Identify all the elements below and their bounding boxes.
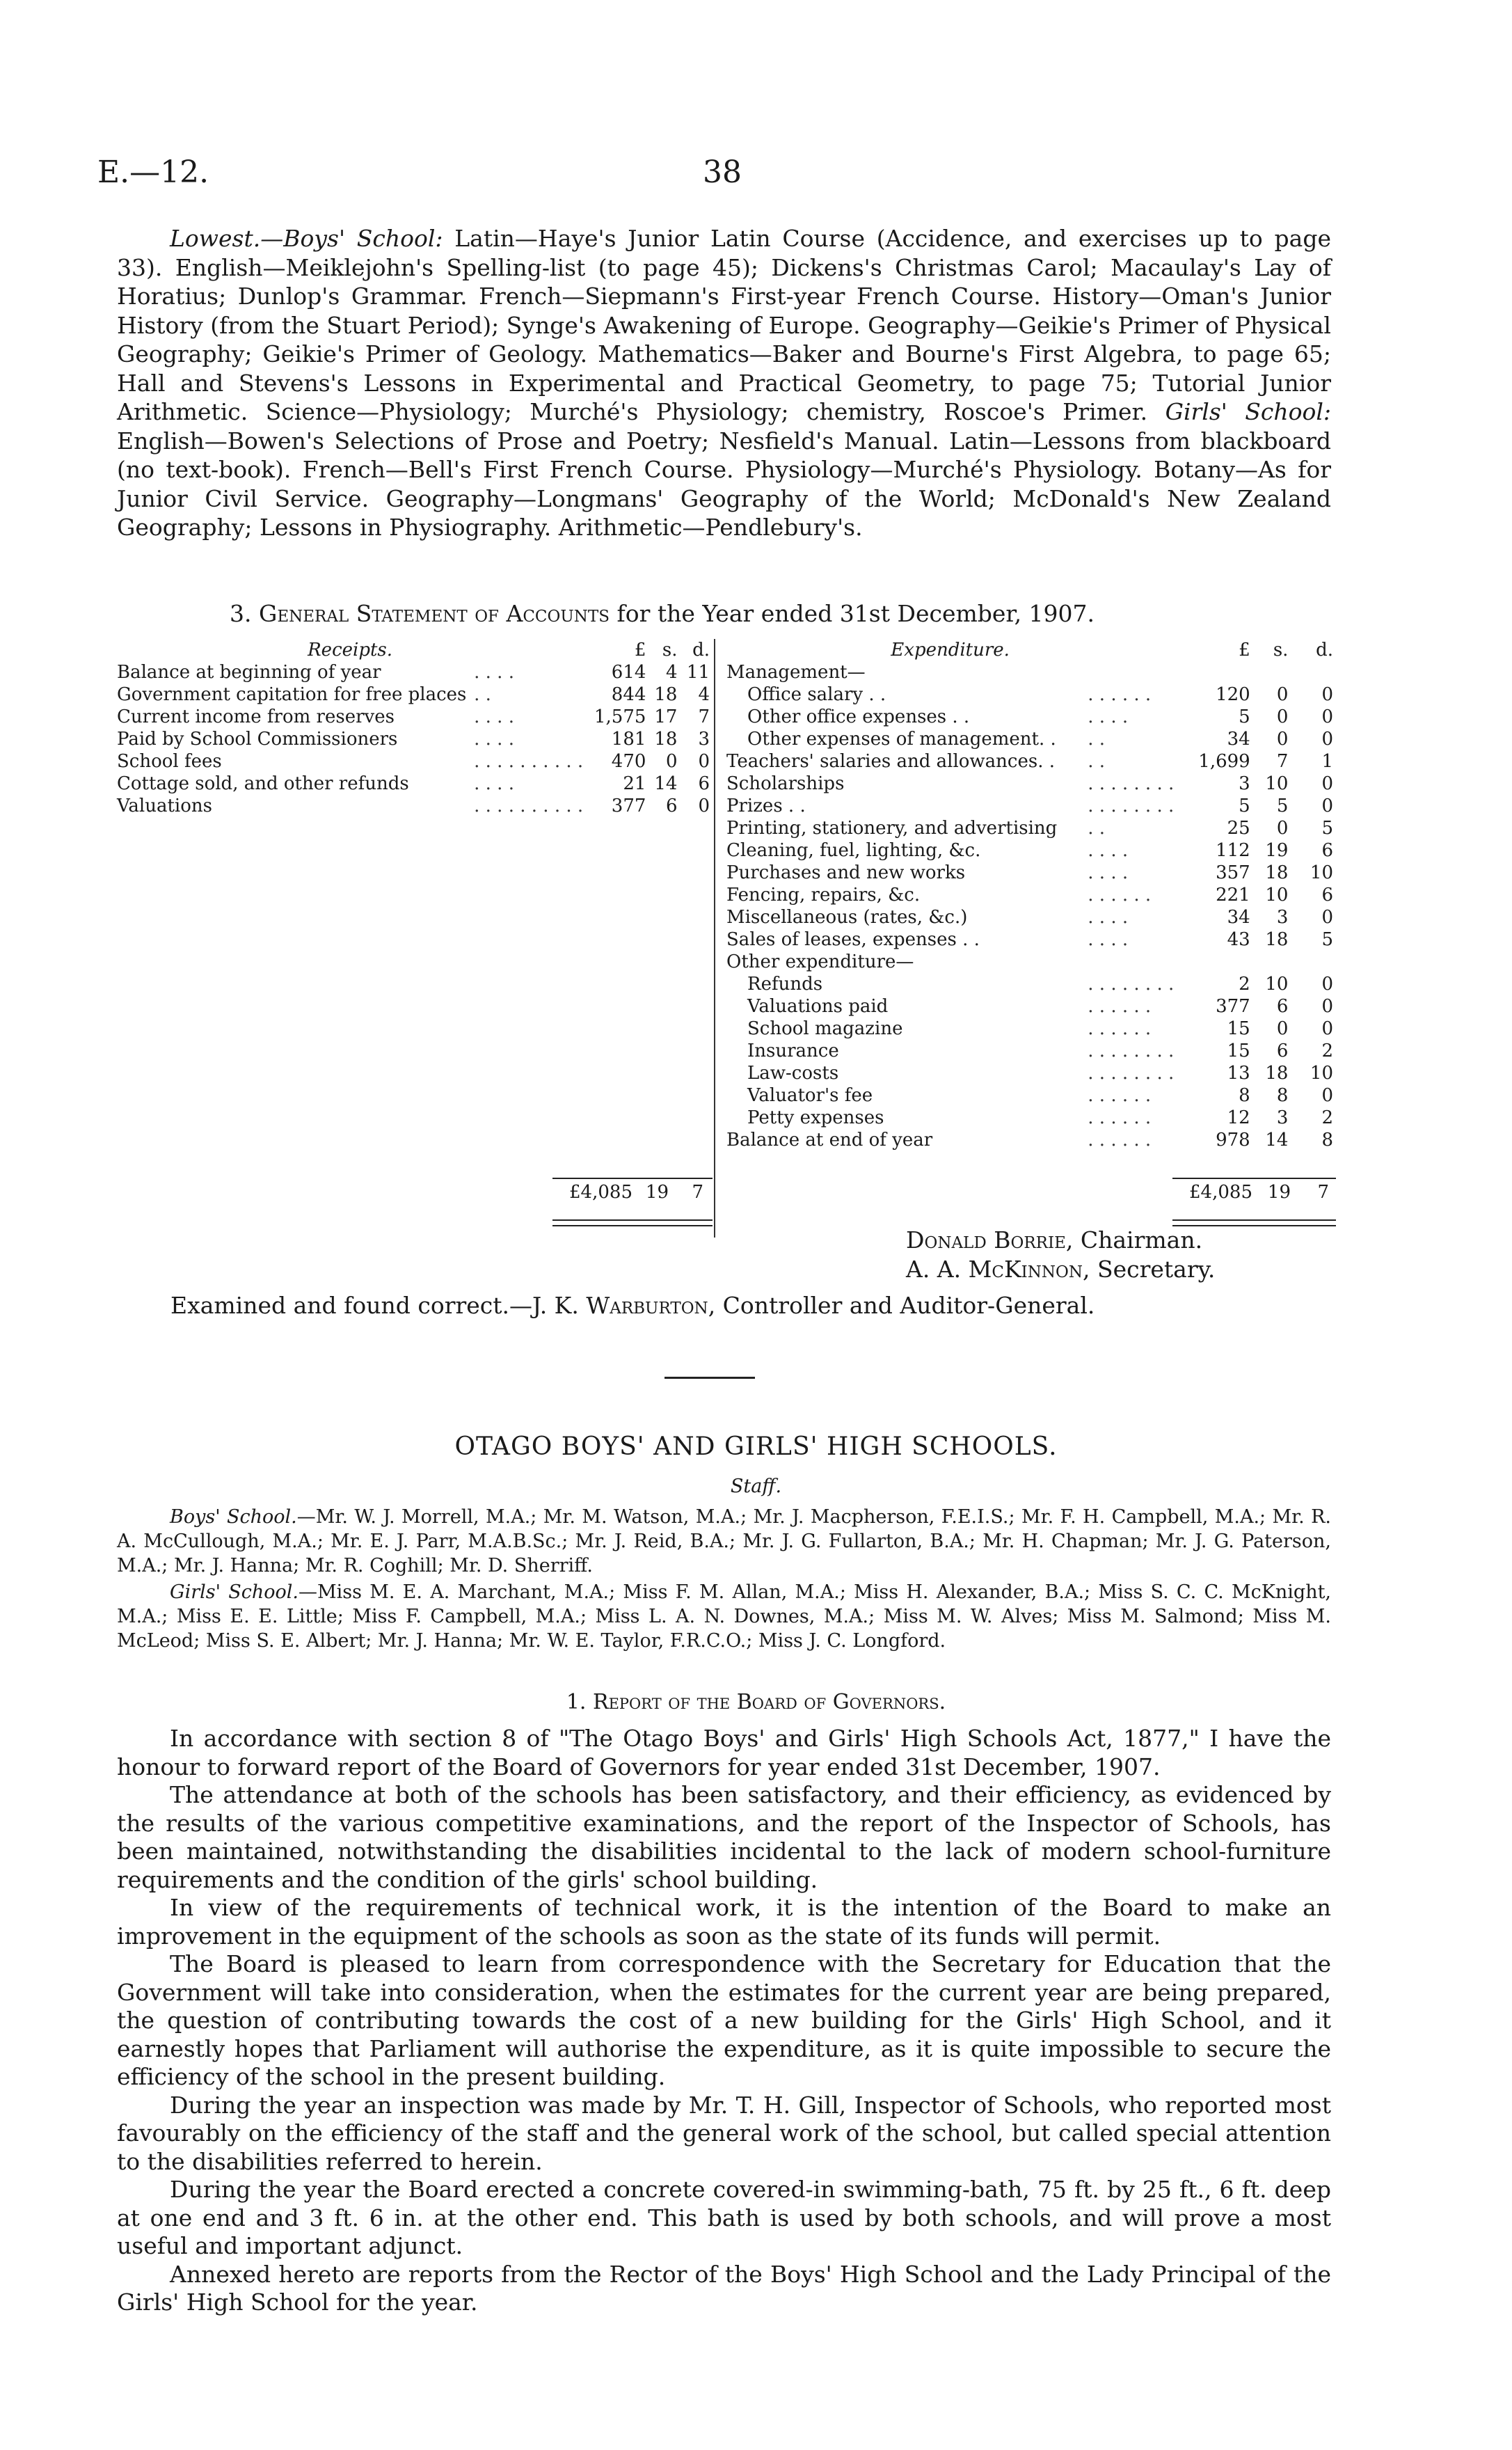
account-label: Printing, stationery, and advertising — [726, 818, 1058, 839]
shillings-value: 0 — [1276, 818, 1289, 839]
girls-textbooks: English—Bowen's Selections of Prose and Poetry; Nesfield's Manual. Latin—Lessons from blackboard (no text-book). French—Bell's First French Course. Physiology—Murché's Physiology. Botany—As for Junior Civil Service. Geography—Longmans' Geography of the World; McDonald's New Zealand Geography; Lessons in Physiography. Arithmetic—Pendlebury's. — [117, 427, 1331, 541]
shillings-value: 18 — [1265, 929, 1289, 950]
shillings-value: 10 — [1265, 773, 1289, 794]
staff-heading: Staff. — [730, 1476, 782, 1497]
expenditure-row — [724, 906, 1336, 928]
shillings-value: 10 — [1265, 885, 1289, 906]
report-paragraph: During the year the Board erected a concrete covered-in swimming-bath, 75 ft. by 25 ft., 6 ft. deep at one end and 3 ft. 6 in. at the other end. This bath is used by both schools, and will prove a most useful and important adjunct. — [117, 2176, 1331, 2259]
lowest-boys-lead: Lowest.—Boys' School: — [170, 225, 443, 252]
pence-value: 6 — [1321, 840, 1333, 861]
pence-value: 6 — [1321, 885, 1333, 906]
shillings-value: 14 — [654, 773, 678, 794]
expenditure-row — [724, 928, 1336, 951]
pence-value: 0 — [698, 751, 710, 772]
leader-dots: . . . . — [474, 773, 514, 794]
receipt-row — [114, 706, 713, 728]
shillings-value: 18 — [654, 729, 678, 750]
account-label: Law-costs — [747, 1063, 839, 1084]
account-label: Other expenditure— — [726, 951, 914, 972]
account-label: Sales of leases, expenses . . — [726, 929, 980, 950]
account-label: Insurance — [747, 1041, 839, 1061]
account-label: School magazine — [747, 1018, 903, 1039]
pence-value — [1291, 951, 1336, 973]
pence-value: 0 — [1321, 796, 1333, 816]
leader-dots: . . . . . . — [1088, 1130, 1152, 1151]
pence-value: 5 — [1321, 929, 1333, 950]
leader-dots: . . . . . . — [1088, 684, 1152, 705]
report-code: E.—12. — [97, 155, 209, 190]
pounds-value: 13 — [1227, 1063, 1250, 1084]
pence-value: 6 — [698, 773, 710, 794]
chairman-signature: Donald Borrie, Chairman. — [906, 1226, 1203, 1254]
accounts-title: 3. General Statement of Accounts for the Year ended 31st December, 1907. — [230, 600, 1095, 627]
pence-value: 2 — [1321, 1107, 1333, 1128]
pence-value: 7 — [698, 706, 710, 727]
report-paragraph: During the year an inspection was made by Mr. T. H. Gill, Inspector of Schools, who reported most favourably on the efficiency of the staff and the general work of the school, but called special attention to the disabilities referred to herein. — [117, 2091, 1331, 2175]
receipt-row — [114, 773, 713, 795]
pounds-value: 34 — [1227, 907, 1250, 928]
expenditure-row — [724, 995, 1336, 1018]
otago-title: OTAGO BOYS' AND GIRLS' HIGH SCHOOLS. — [454, 1432, 1058, 1461]
receipt-row — [114, 795, 713, 817]
receipt-row — [114, 661, 713, 683]
expenditure-row — [724, 973, 1336, 995]
pounds-value: 614 — [611, 662, 646, 683]
report-paragraph: In accordance with section 8 of "The Otago Boys' and Girls' High Schools Act, 1877," I have the honour to forward report of the Board of Governors for year ended 31st December, 1907. — [117, 1725, 1331, 1780]
boys-staff-list: Boys' School.—Mr. W. J. Morrell, M.A.; Mr. M. Watson, M.A.; Mr. J. Macpherson, F.E.I.S.; Mr. F. H. Campbell, M.A.; Mr. R. A. McCullough, M.A.; Mr. E. J. Parr, M.A.B.Sc.; Mr. J. Reid, B.A.; Mr. J. G. Fullarton, B.A.; Mr. H. Chapman; Mr. J. G. Paterson, M.A.; Mr. J. Hanna; Mr. R. Coghill; Mr. D. Sherriff. — [117, 1506, 1331, 1576]
pence-value: 10 — [1310, 1063, 1333, 1084]
leader-dots: . . . . . . . . . . — [474, 751, 584, 772]
account-label: Valuator's fee — [747, 1085, 873, 1106]
pence-value: 3 — [698, 729, 710, 750]
pounds-value — [1177, 661, 1252, 683]
shillings-value: 14 — [1265, 1130, 1289, 1151]
shillings-value: 0 — [665, 751, 678, 772]
expenditure-row — [724, 1084, 1336, 1107]
expenditure-row — [724, 795, 1336, 817]
account-label: Other expenses of management. . — [747, 729, 1056, 750]
account-label: Miscellaneous (rates, &c.) — [726, 907, 968, 928]
expenditure-row — [724, 817, 1336, 839]
pence-value: 0 — [1321, 907, 1333, 928]
account-label: Petty expenses — [747, 1107, 884, 1128]
textbook-list-paragraph — [117, 224, 1331, 542]
expenditure-heading: Expenditure. — [891, 640, 1010, 661]
leader-dots: . . . . . . . . — [1088, 1063, 1175, 1084]
pence-value: 0 — [1321, 773, 1333, 794]
expenditure-row — [724, 1040, 1336, 1062]
pounds-value: 21 — [623, 773, 646, 794]
report-paragraph: The Board is pleased to learn from correspondence with the Secretary for Education that the Government will take into consideration, when the estimates for the current year are being prepared, the question of contributing towards the cost of a new building for the Girls' High School, and it earnestly hopes that Parliament will authorise the expenditure, as it is quite impossible to secure the efficiency of the school in the present building. — [117, 1950, 1331, 2090]
expenditure-row — [724, 750, 1336, 773]
col-shillings: s. — [1273, 640, 1289, 661]
pence-value: 0 — [1321, 1018, 1333, 1039]
girls-staff-list: Girls' School.—Miss M. E. A. Marchant, M.A.; Miss F. M. Allan, M.A.; Miss H. Alexander, B.A.; Miss S. C. C. McKnight, M.A.; Miss E. E. Little; Miss F. Campbell, M.A.; Miss L. A. N. Downes, M.A.; Miss M. W. Alves; Miss M. Salmond; Miss M. McLeod; Miss S. E. Albert; Mr. J. Hanna; Mr. W. E. Taylor, F.R.C.O.; Miss J. C. Longford. — [117, 1581, 1332, 1652]
expenditure-row — [724, 884, 1336, 906]
account-label: Scholarships — [726, 773, 845, 794]
expenditure-table — [724, 639, 1336, 1151]
shillings-value: 7 — [1276, 751, 1289, 772]
account-label: Current income from reserves — [117, 706, 395, 727]
receipt-row — [114, 750, 713, 773]
pence-value — [1291, 661, 1336, 683]
pence-value: 0 — [1321, 1085, 1333, 1106]
shillings-value: 3 — [1276, 1107, 1289, 1128]
leader-dots: . . — [474, 684, 491, 705]
pence-value: 11 — [686, 662, 710, 683]
report-paragraph: The attendance at both of the schools has been satisfactory, and their efficiency, as evidenced by the results of the various competitive examinations, and the report of the Inspector of Schools, has been maintained, notwithstanding the disabilities incidental to the lack of modern school-furniture requirements and the condition of the girls' school building. — [117, 1781, 1331, 1893]
leader-dots: . . . . . . — [1088, 1085, 1152, 1106]
pounds-value: 1,699 — [1198, 751, 1250, 772]
expenditure-row — [724, 773, 1336, 795]
leader-dots: . . . . — [1088, 862, 1129, 883]
leader-dots: . . . . . . . . — [1088, 773, 1175, 794]
leader-dots: . . . . — [474, 662, 514, 683]
account-label: Government capitation for free places — [117, 684, 467, 705]
account-label: Balance at end of year — [726, 1130, 933, 1151]
expenditure-row — [724, 839, 1336, 862]
boys-textbooks: Latin—Haye's Junior Latin Course (Accidence, and exercises up to page 33). English—Meiklejohn's Spelling-list (to page 45); Dickens's Christmas Carol; Macaulay's Lay of Horatius; Dunlop's Grammar. French—Siepmann's First-year French Course. History—Oman's Junior History (from the Stuart Period); Synge's Awakening of Europe. Geography—Geikie's Primer of Physical Geography; Geikie's Primer of Geology. Mathematics—Baker and Bourne's First Algebra, to page 65; Hall and Stevens's Lessons in Experimental and Practical Geometry, to page 75; Tutorial Junior Arithmetic. Science—Physiology; Murché's Physiology; chemistry, Roscoe's Primer. — [117, 225, 1331, 425]
leader-dots: . . . . — [1088, 929, 1129, 950]
pence-value: 2 — [1321, 1041, 1333, 1061]
account-label: Management— — [726, 662, 866, 683]
expenditure-row — [724, 951, 1336, 973]
expenditure-total: £4,085 19 7 — [1172, 1178, 1336, 1203]
shillings-value: 8 — [1276, 1085, 1289, 1106]
receipt-row — [114, 683, 713, 706]
pounds-value: 181 — [611, 729, 646, 750]
pence-value: 10 — [1310, 862, 1333, 883]
shillings-value: 4 — [665, 662, 678, 683]
pounds-value: 120 — [1216, 684, 1250, 705]
leader-dots: . . . . — [1088, 706, 1129, 727]
shillings-value: 17 — [654, 706, 678, 727]
account-label: Office salary . . — [747, 684, 886, 705]
pence-value: 1 — [1321, 751, 1333, 772]
pounds-value: 34 — [1227, 729, 1250, 750]
pounds-value: 357 — [1216, 862, 1250, 883]
pence-value: 0 — [1321, 706, 1333, 727]
leader-dots — [1085, 661, 1177, 683]
leader-dots: . . . . — [474, 706, 514, 727]
pounds-value: 221 — [1216, 885, 1250, 906]
shillings-value — [1253, 951, 1291, 973]
account-label: Refunds — [747, 974, 823, 995]
account-label: Purchases and new works — [726, 862, 966, 883]
shillings-value: 6 — [665, 796, 678, 816]
account-label: Valuations paid — [747, 996, 889, 1017]
account-label: Fencing, repairs, &c. — [726, 885, 921, 906]
expenditure-row — [724, 1018, 1336, 1040]
leader-dots: . . — [1088, 729, 1106, 750]
auditor-statement: Examined and found correct.—J. K. Warburton, Controller and Auditor-General. — [170, 1292, 1095, 1319]
report-paragraph: Annexed hereto are reports from the Rector of the Boys' High School and the Lady Principal of the Girls' High School for the year. — [117, 2260, 1331, 2316]
account-label: Paid by School Commissioners — [117, 729, 398, 750]
shillings-value: 0 — [1276, 729, 1289, 750]
report-paragraph: In view of the requirements of technical work, it is the intention of the Board to make an improvement in the equipment of the schools as soon as the state of its funds will permit. — [117, 1894, 1331, 1950]
leader-dots: . . . . . . . . . . — [474, 796, 584, 816]
col-pounds: £ — [634, 640, 646, 661]
expenditure-row — [724, 661, 1336, 683]
girls-school-lead: Girls' School: — [1165, 398, 1331, 425]
receipts-header-row — [114, 639, 713, 661]
leader-dots: . . . . . . . . — [1088, 974, 1175, 995]
pounds-value: 2 — [1239, 974, 1250, 995]
account-label: Valuations — [117, 796, 212, 816]
expenditure-row — [724, 1062, 1336, 1084]
pence-value: 4 — [698, 684, 710, 705]
shillings-value: 18 — [654, 684, 678, 705]
page-number: 38 — [703, 155, 742, 190]
pounds-value — [1177, 951, 1252, 973]
account-label: Balance at beginning of year — [117, 662, 381, 683]
col-pounds: £ — [1239, 640, 1250, 661]
shillings-value: 3 — [1276, 907, 1289, 928]
pounds-value: 377 — [611, 796, 646, 816]
shillings-value: 0 — [1276, 706, 1289, 727]
pounds-value: 5 — [1239, 706, 1250, 727]
report-heading: 1. Report of the Board of Governors. — [566, 1690, 946, 1714]
shillings-value: 0 — [1276, 684, 1289, 705]
section-divider — [665, 1377, 755, 1379]
pence-value: 8 — [1321, 1130, 1333, 1151]
leader-dots: . . . . — [474, 729, 514, 750]
pence-value: 0 — [1321, 996, 1333, 1017]
report-body — [117, 1725, 1331, 2317]
leader-dots — [1085, 951, 1177, 973]
receipt-row — [114, 728, 713, 750]
expenditure-row — [724, 728, 1336, 750]
pounds-value: 844 — [611, 684, 646, 705]
pounds-value: 3 — [1239, 773, 1250, 794]
pounds-value: 978 — [1216, 1130, 1250, 1151]
pence-value: 5 — [1321, 818, 1333, 839]
receipts-heading: Receipts. — [308, 640, 393, 661]
leader-dots: . . . . . . — [1088, 996, 1152, 1017]
col-pence: d. — [1316, 640, 1333, 661]
pounds-value: 377 — [1216, 996, 1250, 1017]
pounds-value: 5 — [1239, 796, 1250, 816]
leader-dots: . . . . — [1088, 840, 1129, 861]
account-label: Cleaning, fuel, lighting, &c. — [726, 840, 981, 861]
column-divider — [714, 639, 715, 1238]
expenditure-row — [724, 1129, 1336, 1151]
account-label: Other office expenses . . — [747, 706, 970, 727]
pounds-value: 470 — [611, 751, 646, 772]
shillings-value: 0 — [1276, 1018, 1289, 1039]
receipts-double-rule — [552, 1219, 713, 1226]
shillings-value: 5 — [1276, 796, 1289, 816]
shillings-value — [1253, 661, 1291, 683]
shillings-value: 10 — [1265, 974, 1289, 995]
col-pence: d. — [692, 640, 710, 661]
pounds-value: 15 — [1227, 1018, 1250, 1039]
expenditure-row — [724, 706, 1336, 728]
shillings-value: 19 — [1265, 840, 1289, 861]
receipts-table — [114, 639, 713, 817]
secretary-signature: A. A. McKinnon, Secretary. — [906, 1256, 1216, 1283]
pounds-value: 8 — [1239, 1085, 1250, 1106]
account-label: Cottage sold, and other refunds — [117, 773, 409, 794]
expenditure-header-row — [724, 639, 1336, 661]
pounds-value: 1,575 — [594, 706, 646, 727]
shillings-value: 18 — [1265, 862, 1289, 883]
shillings-value: 6 — [1276, 996, 1289, 1017]
account-label: Prizes . . — [726, 796, 806, 816]
pence-value: 0 — [1321, 729, 1333, 750]
leader-dots: . . . . . . . . — [1088, 1041, 1175, 1061]
leader-dots: . . . . — [1088, 907, 1129, 928]
leader-dots: . . . . . . — [1088, 885, 1152, 906]
shillings-value: 18 — [1265, 1063, 1289, 1084]
pounds-value: 43 — [1227, 929, 1250, 950]
pounds-value: 25 — [1227, 818, 1250, 839]
account-label: School fees — [117, 751, 222, 772]
leader-dots: . . . . . . . . — [1088, 796, 1175, 816]
leader-dots: . . . . . . — [1088, 1107, 1152, 1128]
expenditure-row — [724, 683, 1336, 706]
expenditure-row — [724, 862, 1336, 884]
shillings-value: 6 — [1276, 1041, 1289, 1061]
expenditure-double-rule — [1172, 1219, 1336, 1226]
leader-dots: . . — [1088, 818, 1106, 839]
leader-dots: . . . . . . — [1088, 1018, 1152, 1039]
leader-dots: . . — [1088, 751, 1106, 772]
account-label: Teachers' salaries and allowances. . — [726, 751, 1056, 772]
pence-value: 0 — [1321, 974, 1333, 995]
pounds-value: 112 — [1216, 840, 1250, 861]
expenditure-row — [724, 1107, 1336, 1129]
pence-value: 0 — [1321, 684, 1333, 705]
col-shillings: s. — [662, 640, 678, 661]
receipts-total: £4,085 19 7 — [552, 1178, 713, 1203]
pence-value: 0 — [698, 796, 710, 816]
pounds-value: 12 — [1227, 1107, 1250, 1128]
pounds-value: 15 — [1227, 1041, 1250, 1061]
